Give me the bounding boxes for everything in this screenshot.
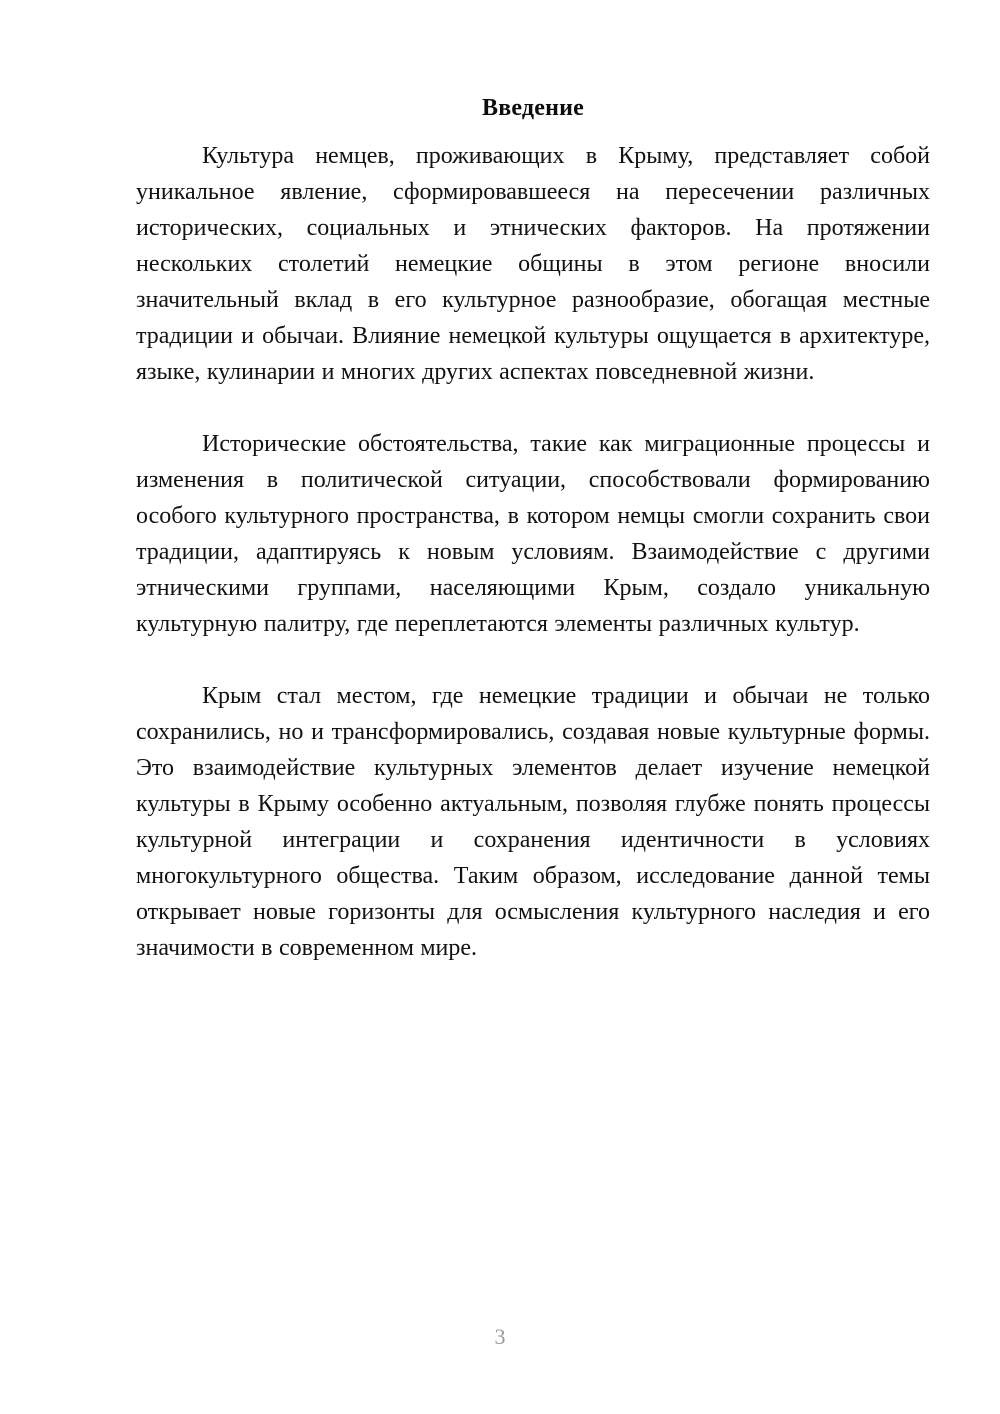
- paragraph-spacer-2: [136, 642, 930, 678]
- paragraph-spacer-1: [136, 390, 930, 426]
- body-paragraph-1: Культура немцев, проживающих в Крыму, представляет собой уникальное явление, сформировавшееся на пересечении различных исторических, социальных и этнических факторов. На протяжении нескольких столетий немецкие общины в этом регионе вносили значительный вклад в его культурное разнообразие, обогащая местные традиции и обычаи. Влияние немецкой культуры ощущается в архитектуре, языке, кулинарии и многих других аспектах повседневной жизни.: [136, 143, 930, 385]
- body-paragraph-2: Исторические обстоятельства, такие как миграционные процессы и изменения в политической ситуации, способствовали формированию особого культурного пространства, в котором немцы смогли сохранить свои традиции, адаптируясь к новым условиям. Взаимодействие с другими этническими группами, населяющими Крым, создало уникальную культурную палитру, где переплетаются элементы различных культур.: [136, 431, 930, 637]
- title-spacer: [136, 126, 930, 138]
- page-title: Введение: [481, 95, 584, 121]
- page-number: 3: [494, 1324, 506, 1349]
- document-content: [136, 90, 930, 966]
- body-paragraph-3: Крым стал местом, где немецкие традиции и обычаи не только сохранились, но и трансформировались, создавая новые культурные формы. Это взаимодействие культурных элементов делает изучение немецкой культуры в Крыму особенно актуальным, позволяя глубже понять процессы культурной интеграции и сохранения идентичности в условиях многокультурного общества. Таким образом, исследование данной темы открывает новые горизонты для осмысления культурного наследия и его значимости в современном мире.: [136, 683, 930, 961]
